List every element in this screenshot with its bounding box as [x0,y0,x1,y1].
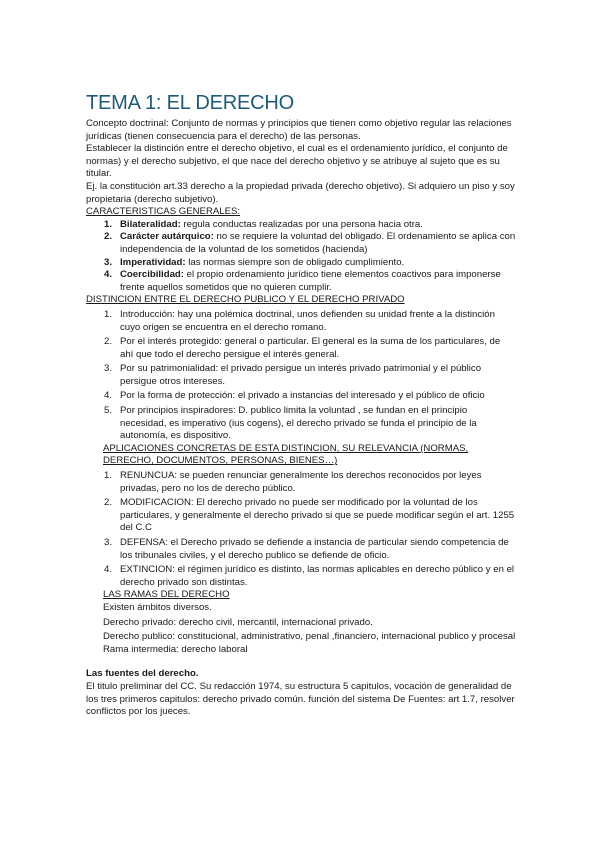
section-heading-caracteristicas: CARACTERISTICAS GENERALES: [86,206,241,218]
fuentes-text: El titulo preliminar del CC. Su redacción 1974, su estructura 5 capitulos, vocación de generalidad de los tres primeros capitulos: derecho privado común. función del sistema De Fuentes: art 1.7, resolver conflictos por los jueces. [86,680,515,718]
item-number: 3. [104,537,113,548]
list-item [86,537,516,562]
item-text: regula conductas realizadas por una persona hacia otra. [180,218,423,230]
item-text: DEFENSA: el Derecho privado se defiende a instancia de particular siendo competencia de los tribunales civiles, y el derecho publico se defiende de oficio. [120,537,509,561]
item-number: 4. [104,269,113,281]
list-item [86,497,516,535]
item-number: 1. [104,308,113,320]
item-number: 2. [104,231,113,243]
item-text: Por principios inspiradores: D. publico limita la voluntad , se fundan en el principio necesidad, es imperativo (ius cogens), el derecho privado se funda el principio de la autonomía, es dispositivo. [120,405,477,442]
intro-concept: Concepto doctrinal: Conjunto de normas y principios que tienen como objetivo regular las relaciones jurídicas (tienen consecuencia para el derecho) de las personas. [86,118,512,142]
item-text: EXTINCION: el régimen jurídico es distinto, las normas aplicables en derecho público y en el derecho privado son distintas. [120,564,515,588]
item-text: el propio ordenamiento jurídico tiene elementos coactivos para imponerse frente aquellos sometidos que no quieren cumplir. [120,269,501,293]
item-number: 5. [104,405,113,417]
item-text: MODIFICACION: El derecho privado no puede ser modificado por la voluntad de los particulares, y generalmente el derecho privado si que se puede modificar según el art. 1255 del C.C [120,497,515,534]
item-term: Coercibilidad: [120,269,184,281]
item-number: 1. [104,218,113,230]
page-title: TEMA 1: EL DERECHO [86,92,294,114]
aplicaciones-list [86,470,516,589]
item-number: 4. [104,390,113,402]
item-term: Bilateralidad: [120,218,181,230]
item-number: 2. [104,497,113,509]
item-text: las normas siempre son de obligado cumplimiento. [185,256,405,268]
item-text: RENUNCUA: se pueden renunciar generalmente los derechos reconocidos por leyes privadas, pero no los de derecho público. [120,470,482,494]
list-item [86,336,516,361]
caracteristicas-list [86,219,516,295]
item-term: Carácter autárquico: [120,231,214,243]
item-text: Introducción: hay una polémica doctrinal, unos defienden su unidad frente a la distinción cuyo origen se encuentra en el derecho romano. [120,308,495,333]
list-item [86,564,516,589]
section-heading-aplicaciones: APLICACIONES CONCRETAS DE ESTA DISTINCION, SU RELEVANCIA (NORMAS, DERECHO, DOCUMENTOS, PERSONAS, BIENES…) [103,442,469,467]
list-item [86,257,516,270]
list-item [86,309,516,334]
section-heading-ramas: LAS RAMAS DEL DERECHO [103,589,230,601]
item-number: 2. [104,336,113,348]
section-heading-fuentes: Las fuentes del derecho. [86,668,199,680]
list-item [86,219,516,232]
item-text: no se requiere la voluntad del obligado. El ordenamiento se aplica con independencia de la voluntad de los sometidos (hacienda) [120,231,516,255]
list-item [86,363,516,388]
list-item [86,390,516,403]
list-item [86,231,516,256]
intro-example: Ej. la constitución art.33 derecho a la propiedad privada (derecho objetivo). Si adquiero un piso y soy propietaria (derecho subjetivo). [86,180,515,205]
section-heading-distincion: DISTINCION ENTRE EL DERECHO PUBLICO Y EL DERECHO PRIVADO [86,294,405,306]
list-item [86,405,516,443]
item-text: Por su patrimonialidad: el privado persigue un interés privado patrimonial y el público persigue otros intereses. [120,363,482,387]
ramas-line: Rama intermedia: derecho laboral [103,643,248,655]
item-number: 4. [104,564,113,576]
document-body [86,118,516,719]
intro-distinction: Establecer la distinción entre el derecho objetivo, el cual es el ordenamiento jurídico, el conjunto de normas) y el derecho subjetivo, el que nace del derecho objetivo y se atribuye al sujeto que es su titular. [86,143,508,180]
list-item [86,470,516,495]
ramas-line: Derecho privado: derecho civil, mercantil, internacional privado. [103,616,373,628]
list-item [86,269,516,294]
ramas-line: Derecho publico: constitucional, administrativo, penal ,financiero, internacional publico y procesal [103,631,516,643]
item-text: Por la forma de protección: el privado a instancias del interesado y el público de oficio [120,390,485,402]
ramas-line: Existen ámbitos diversos. [103,601,212,613]
item-term: Imperatividad: [120,256,186,268]
item-number: 1. [104,470,113,482]
item-number: 3. [104,363,113,375]
item-number: 3. [104,256,113,268]
item-text: Por el interés protegido: general o particular. El general es la suma de los particulares, de ahí que todo el derecho persigue el interés general. [120,336,501,360]
distincion-list [86,309,516,443]
